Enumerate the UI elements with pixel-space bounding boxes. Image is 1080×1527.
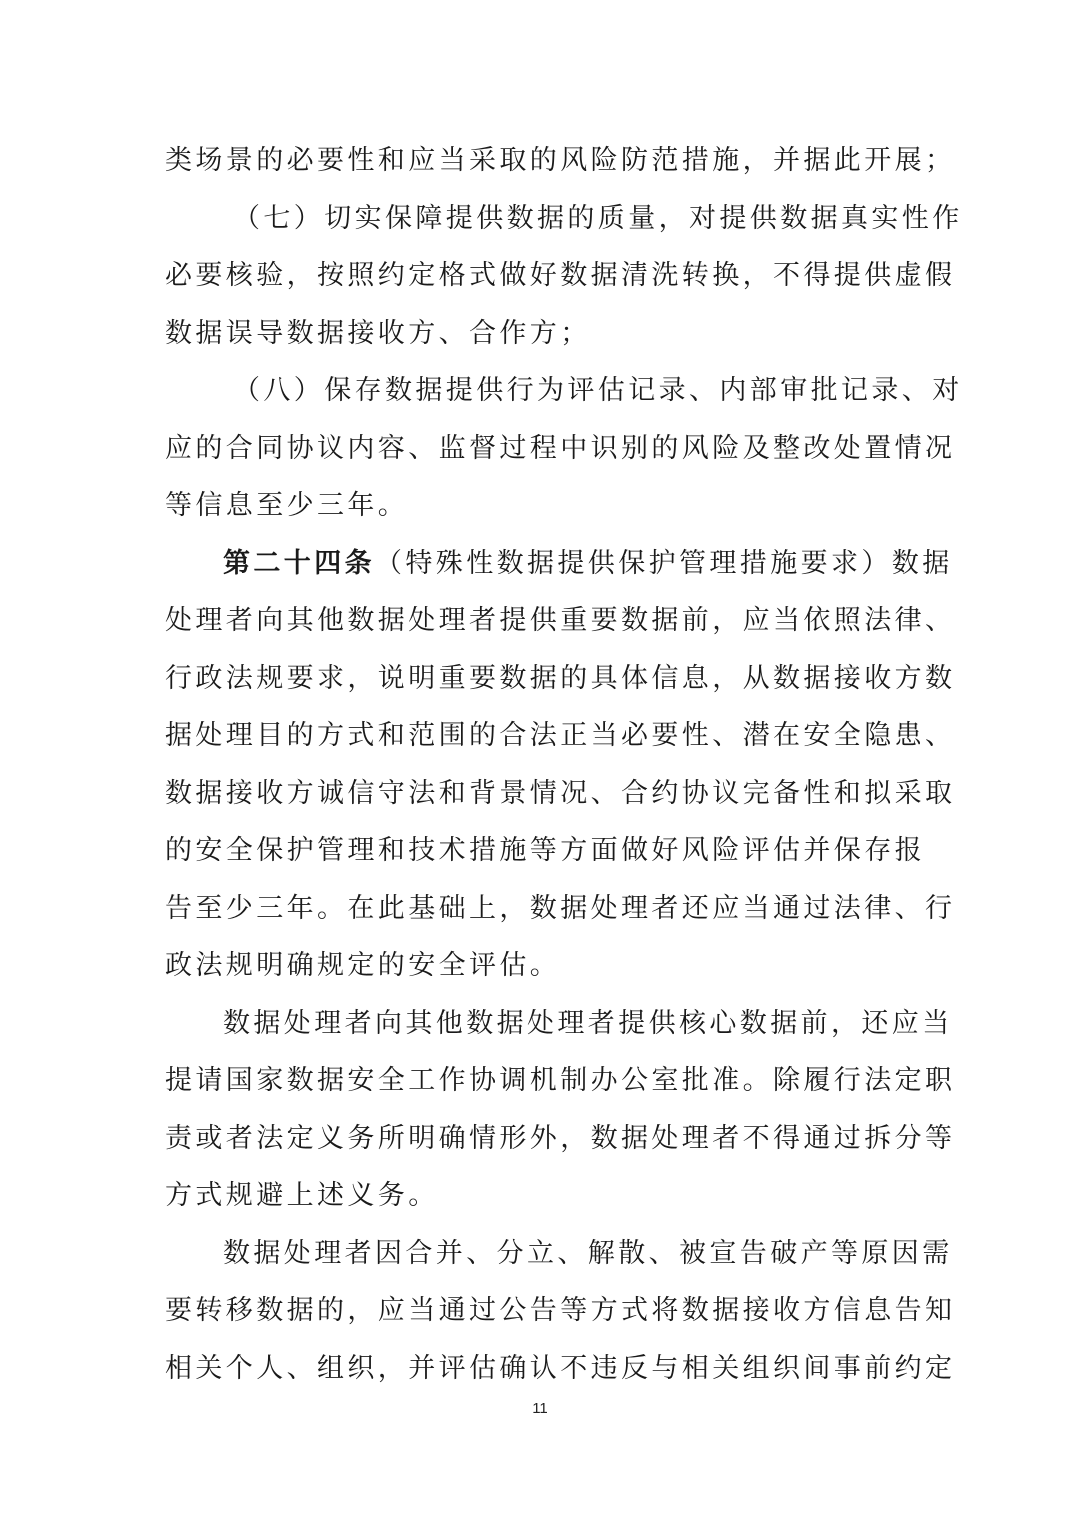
text-line: 要转移数据的，应当通过公告等方式将数据接收方信息告知 [165, 1295, 956, 1326]
text-line: 据处理目的方式和范围的合法正当必要性、潜在安全隐患、 [165, 720, 956, 751]
text-line: 的安全保护管理和技术措施等方面做好风险评估并保存报 [165, 835, 925, 866]
text-line: 类场景的必要性和应当采取的风险防范措施，并据此开展； [165, 145, 956, 176]
text-line: 处理者向其他数据处理者提供重要数据前，应当依照法律、 [165, 605, 956, 636]
text-line: 相关个人、组织，并评估确认不违反与相关组织间事前约定 [165, 1352, 956, 1384]
text-line: （八）保存数据提供行为评估记录、内部审批记录、对 [233, 375, 963, 406]
text-line: 行政法规要求，说明重要数据的具体信息，从数据接收方数 [165, 662, 956, 694]
article-title-text: （特殊性数据提供保护管理措施要求）数据 [375, 547, 953, 579]
text-line: 责或者法定义务所明确情形外，数据处理者不得通过拆分等 [165, 1122, 956, 1154]
text-line: 政法规明确规定的安全评估。 [165, 950, 561, 981]
text-line: 应的合同协议内容、监督过程中识别的风险及整改处置情况 [165, 432, 956, 464]
text-line: 数据误导数据接收方、合作方； [165, 317, 591, 349]
text-line: （七）切实保障提供数据的质量，对提供数据真实性作 [233, 202, 963, 234]
text-line: 数据接收方诚信守法和背景情况、合约协议完备性和拟采取 [165, 777, 956, 809]
page-number: 11 [532, 1400, 548, 1417]
text-line: 数据处理者因合并、分立、解散、被宣告破产等原因需 [223, 1237, 953, 1269]
text-line: 等信息至少三年。 [165, 490, 409, 521]
body-text [165, 132, 963, 1397]
text-line: 必要核验，按照约定格式做好数据清洗转换，不得提供虚假 [165, 260, 956, 291]
article-label: 第二十四条 [223, 547, 375, 579]
text-line: 数据处理者向其他数据处理者提供核心数据前，还应当 [223, 1007, 953, 1039]
text-line: 告至少三年。在此基础上，数据处理者还应当通过法律、行 [165, 892, 956, 924]
text-line: 方式规避上述义务。 [165, 1180, 439, 1211]
text-line: 提请国家数据安全工作协调机制办公室批准。除履行法定职 [165, 1065, 956, 1096]
text-line [165, 535, 953, 593]
